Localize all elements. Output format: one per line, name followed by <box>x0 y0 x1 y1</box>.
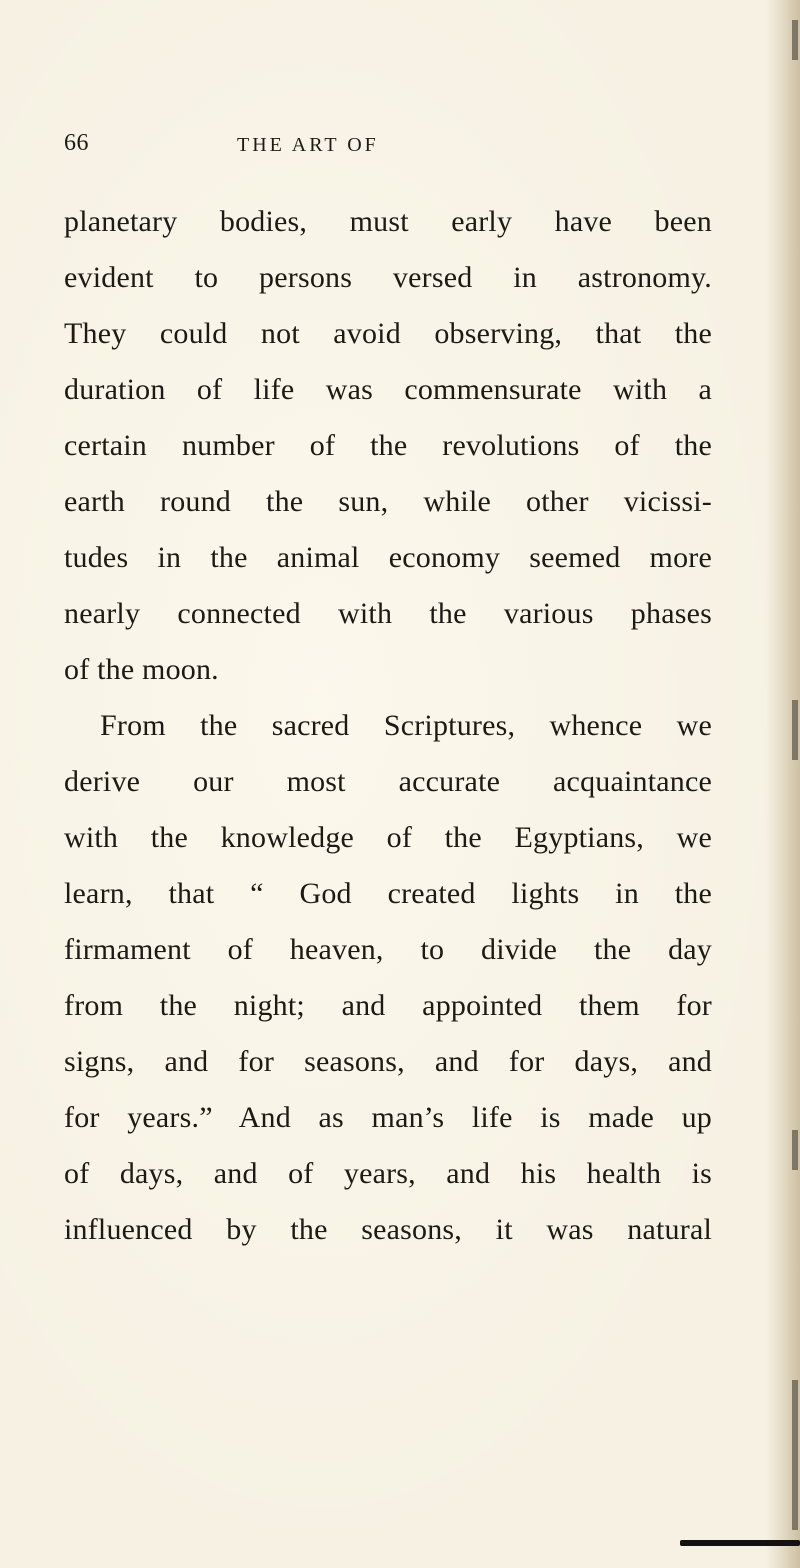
text-line: learn, that “ God created lights in the <box>64 877 712 910</box>
page-edge-speck <box>792 20 798 60</box>
page-edge-speck <box>792 1130 798 1170</box>
text-line: nearly connected with the various phases <box>64 597 712 630</box>
text-line: influenced by the seasons, it was natural <box>64 1213 712 1246</box>
page-number: 66 <box>64 130 89 156</box>
text-line: From the sacred Scriptures, whence we <box>100 709 712 742</box>
body-text <box>64 194 712 1258</box>
text-line: with the knowledge of the Egyptians, we <box>64 821 712 854</box>
text-line: from the night; and appointed them for <box>64 989 712 1022</box>
text-line: planetary bodies, must early have been <box>64 205 712 238</box>
text-line: of the moon. <box>64 653 219 686</box>
text-line: duration of life was commensurate with a <box>64 373 712 406</box>
text-line: evident to persons versed in astronomy. <box>64 261 712 294</box>
page-edge-mark <box>680 1540 800 1546</box>
text-line: They could not avoid observing, that the <box>64 317 712 350</box>
text-line: derive our most accurate acquaintance <box>64 765 712 798</box>
text-line: firmament of heaven, to divide the day <box>64 933 712 966</box>
text-line: signs, and for seasons, and for days, and <box>64 1045 712 1078</box>
page-header <box>64 130 724 170</box>
running-head: THE ART OF <box>237 134 379 156</box>
page-edge-speck <box>792 1380 798 1530</box>
text-line: earth round the sun, while other vicissi- <box>64 485 712 518</box>
text-line: for years.” And as man’s life is made up <box>64 1101 712 1134</box>
page-edge-shadow <box>766 0 800 1568</box>
text-line: tudes in the animal economy seemed more <box>64 541 712 574</box>
page-edge-speck <box>792 700 798 760</box>
text-line: certain number of the revolutions of the <box>64 429 712 462</box>
text-line: of days, and of years, and his health is <box>64 1157 712 1190</box>
